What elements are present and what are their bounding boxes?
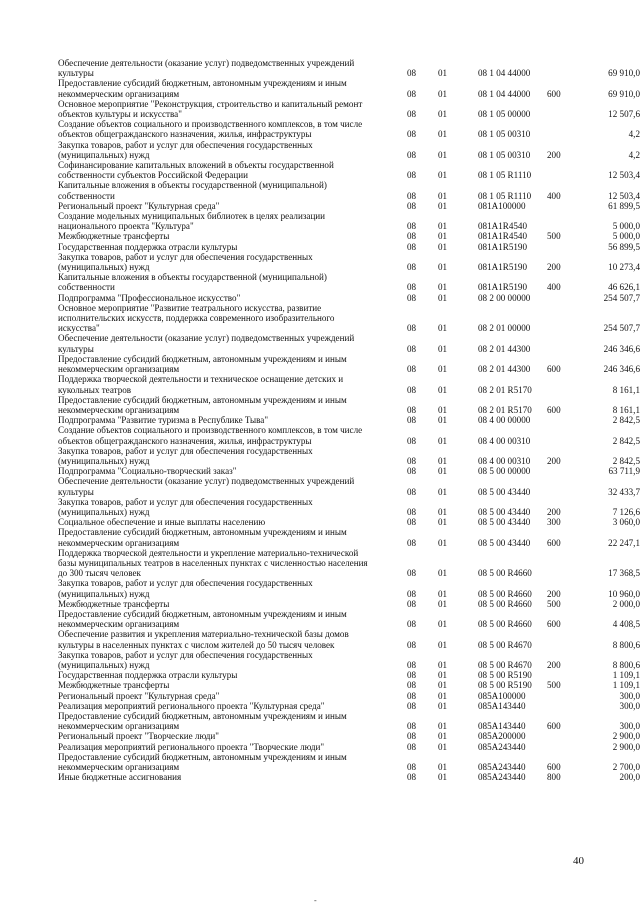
table-row [58, 649, 640, 670]
row-name: Закупка товаров, работ и услуг для обеспечения государственных (муниципальных) нужд [58, 578, 313, 599]
amount-value: 61 899,5 [608, 200, 640, 211]
target-article-code: 08 5 00 43440 [478, 517, 531, 528]
section-code: 08 [407, 149, 417, 160]
target-article-code: 08 2 01 R5170 [478, 384, 532, 395]
footer-mark: - [314, 896, 317, 905]
expense-type-code: 300 [547, 517, 561, 528]
row-name: Предоставление субсидий бюджетным, автономным учреждениям и иным некоммерческим организациям [58, 394, 347, 415]
row-name: Предоставление субсидий бюджетным, автономным учреждениям и иным некоммерческим организациям [58, 711, 347, 732]
subsection-code: 01 [438, 88, 448, 99]
table-row [58, 547, 640, 579]
amount-value: 56 899,5 [608, 241, 640, 252]
table-row [58, 517, 640, 528]
section-code: 08 [407, 231, 417, 242]
target-article-code: 081A1R5190 [478, 262, 528, 273]
section-code: 08 [407, 700, 417, 711]
target-article-code: 08 5 00 R4660 [478, 598, 532, 609]
table-row [58, 527, 640, 548]
table-row [58, 394, 640, 415]
section-code: 08 [407, 200, 417, 211]
amount-value: 10 960,0 [608, 588, 640, 599]
table-row [58, 670, 640, 681]
section-code: 08 [407, 670, 417, 681]
amount-value: 254 507,7 [603, 292, 640, 303]
section-code: 08 [407, 619, 417, 630]
table-row [58, 78, 640, 99]
subsection-code: 01 [438, 149, 448, 160]
section-code: 08 [407, 455, 417, 466]
amount-value: 12 507,6 [608, 109, 640, 120]
table-row [58, 302, 640, 334]
expense-type-code: 800 [547, 772, 561, 783]
target-article-code: 08 1 05 00310 [478, 149, 531, 160]
row-name: Межбюджетные трансферты [58, 598, 170, 609]
section-code: 08 [407, 486, 417, 497]
table-row [58, 700, 640, 711]
row-name: Обеспечение деятельности (оказание услуг) подведомственных учреждений культуры [58, 333, 355, 354]
row-name: Региональный проект "Культурная среда" [58, 200, 220, 211]
subsection-code: 01 [438, 129, 448, 140]
section-code: 08 [407, 690, 417, 701]
amount-value: 4,2 [628, 149, 640, 160]
table-row [58, 751, 640, 773]
subsection-code: 01 [438, 415, 448, 426]
amount-value: 12 503,4 [608, 170, 640, 181]
expense-type-code: 200 [547, 149, 561, 160]
target-article-code: 08 1 04 44000 [478, 88, 531, 99]
amount-value: 2 842,5 [612, 415, 640, 426]
section-code: 08 [407, 404, 417, 415]
amount-value: 4 408,5 [612, 619, 640, 630]
expense-type-code: 200 [547, 506, 561, 517]
table-row [58, 119, 640, 140]
amount-value: 1 109,1 [612, 680, 640, 691]
amount-value: 300,0 [619, 700, 640, 711]
section-code: 08 [407, 282, 417, 293]
section-code: 08 [407, 466, 417, 477]
target-article-code: 08 5 00 43440 [478, 506, 531, 517]
amount-value: 32 433,7 [608, 486, 640, 497]
amount-value: 22 247,1 [608, 537, 640, 548]
row-name: Создание объектов социального и производственного комплексов, в том числе объектов общегражданского назначения, жилья, инфраструктуры [58, 425, 363, 446]
table-row [58, 466, 640, 477]
row-name: Подпрограмма "Социально-творческий заказ" [58, 466, 237, 477]
target-article-code: 08 2 01 44300 [478, 364, 531, 375]
row-name: Закупка товаров, работ и услуг для обеспечения государственных (муниципальных) нужд [58, 496, 313, 517]
subsection-code: 01 [438, 619, 448, 630]
row-name: Основное мероприятие "Реконструкция, строительство и капитальный ремонт объектов культуры и искусства" [58, 98, 363, 120]
subsection-code: 01 [438, 68, 448, 79]
section-code: 08 [407, 129, 417, 140]
row-name: Основное мероприятие "Развитие театрального искусства, развитие исполнительских искусств, поддержка современного изобразительного искусства" [58, 302, 335, 334]
table-row [58, 180, 640, 201]
table-row [58, 272, 640, 293]
section-code: 08 [407, 639, 417, 650]
amount-value: 246 346,6 [603, 364, 640, 375]
subsection-code: 01 [438, 109, 448, 120]
row-name: Предоставление субсидий бюджетным, автономным учреждениям и иным некоммерческим организациям [58, 608, 347, 630]
row-name: Подпрограмма "Профессиональное искусство" [58, 292, 241, 303]
amount-value: 8 800,6 [612, 639, 640, 650]
amount-value: 246 346,6 [603, 343, 640, 354]
subsection-code: 01 [438, 466, 448, 477]
row-name: Предоставление субсидий бюджетным, автономным учреждениям и иным некоммерческим организациям [58, 78, 347, 99]
section-code: 08 [407, 88, 417, 99]
amount-value: 4,2 [628, 129, 640, 140]
amount-value: 2 700,0 [612, 762, 640, 773]
amount-value: 5 000,0 [612, 221, 640, 232]
amount-value: 2 900,0 [612, 741, 640, 752]
amount-value: 254 507,7 [603, 323, 640, 334]
subsection-code: 01 [438, 170, 448, 181]
row-name: Предоставление субсидий бюджетным, автономным учреждениям и иным некоммерческим организациям [58, 751, 347, 773]
subsection-code: 01 [438, 200, 448, 211]
target-article-code: 08 4 00 00310 [478, 435, 531, 446]
expense-type-code: 400 [547, 190, 561, 201]
section-code: 08 [407, 772, 417, 783]
target-article-code: 081A1R5190 [478, 241, 528, 252]
section-code: 08 [407, 190, 417, 201]
target-article-code: 085A143440 [478, 700, 526, 711]
row-name: Предоставление субсидий бюджетным, автономным учреждениям и иным некоммерческим организациям [58, 527, 347, 548]
target-article-code: 08 1 05 R1110 [478, 190, 532, 201]
amount-value: 69 910,0 [608, 88, 640, 99]
row-name: Закупка товаров, работ и услуг для обеспечения государственных (муниципальных) нужд [58, 445, 313, 466]
section-code: 08 [407, 741, 417, 752]
expense-type-code: 500 [547, 680, 561, 691]
row-name: Создание модельных муниципальных библиотек в целях реализации национального проекта "Культура" [58, 211, 326, 232]
row-name: Межбюджетные трансферты [58, 680, 170, 691]
table-row [58, 333, 640, 354]
subsection-code: 01 [438, 343, 448, 354]
target-article-code: 08 5 00 00000 [478, 466, 531, 477]
expense-type-code: 600 [547, 364, 561, 375]
section-code: 08 [407, 415, 417, 426]
row-name: Закупка товаров, работ и услуг для обеспечения государственных (муниципальных) нужд [58, 649, 313, 670]
target-article-code: 08 5 00 R4660 [478, 588, 532, 599]
amount-value: 300,0 [619, 721, 640, 732]
section-code: 08 [407, 659, 417, 670]
target-article-code: 08 1 04 44000 [478, 68, 531, 79]
table-row [58, 139, 640, 160]
subsection-code: 01 [438, 731, 448, 742]
section-code: 08 [407, 506, 417, 517]
target-article-code: 085A143440 [478, 721, 526, 732]
table-row [58, 690, 640, 701]
budget-table [58, 58, 640, 783]
expense-type-code: 200 [547, 588, 561, 599]
table-row [58, 711, 640, 732]
row-name: Региональный проект "Культурная среда" [58, 690, 220, 701]
table-row [58, 445, 640, 466]
target-article-code: 085A100000 [478, 690, 526, 701]
target-article-code: 08 2 00 00000 [478, 292, 531, 303]
target-article-code: 085A243440 [478, 772, 526, 783]
table-row [58, 598, 640, 609]
section-code: 08 [407, 588, 417, 599]
table-row [58, 231, 640, 242]
subsection-code: 01 [438, 772, 448, 783]
table-row [58, 241, 640, 252]
row-name: Поддержка творческой деятельности и техническое оснащение детских и кукольных театров [58, 374, 344, 395]
row-name: Софинансирование капитальных вложений в объекты государственной собственности субъектов Российской Федерации [58, 160, 334, 181]
subsection-code: 01 [438, 435, 448, 446]
target-article-code: 08 2 01 00000 [478, 323, 531, 334]
row-name: Реализация мероприятий регионального проекта "Творческие люди" [58, 741, 325, 752]
amount-value: 8 800,6 [612, 659, 640, 670]
section-code: 08 [407, 598, 417, 609]
section-code: 08 [407, 435, 417, 446]
section-code: 08 [407, 384, 417, 395]
subsection-code: 01 [438, 292, 448, 303]
target-article-code: 085A200000 [478, 731, 526, 742]
table-row [58, 292, 640, 303]
amount-value: 8 161,1 [612, 384, 640, 395]
subsection-code: 01 [438, 282, 448, 293]
table-row [58, 476, 640, 497]
expense-type-code: 500 [547, 598, 561, 609]
subsection-code: 01 [438, 262, 448, 273]
row-name: Обеспечение деятельности (оказание услуг) подведомственных учреждений культуры [58, 58, 355, 79]
amount-value: 2 000,0 [612, 598, 640, 609]
subsection-code: 01 [438, 598, 448, 609]
amount-value: 63 711,9 [608, 466, 640, 477]
section-code: 08 [407, 109, 417, 120]
section-code: 08 [407, 292, 417, 303]
subsection-code: 01 [438, 568, 448, 579]
subsection-code: 01 [438, 384, 448, 395]
expense-type-code: 200 [547, 659, 561, 670]
row-name: Капитальные вложения в объекты государственной (муниципальной) собственности [58, 272, 327, 293]
section-code: 08 [407, 680, 417, 691]
subsection-code: 01 [438, 700, 448, 711]
row-name: Обеспечение деятельности (оказание услуг) подведомственных учреждений культуры [58, 476, 355, 497]
subsection-code: 01 [438, 404, 448, 415]
target-article-code: 08 1 05 00310 [478, 129, 531, 140]
amount-value: 300,0 [619, 690, 640, 701]
target-article-code: 08 5 00 R4660 [478, 568, 532, 579]
subsection-code: 01 [438, 190, 448, 201]
row-name: Реализация мероприятий регионального проекта "Культурная среда" [58, 700, 325, 711]
amount-value: 3 060,0 [612, 517, 640, 528]
section-code: 08 [407, 323, 417, 334]
amount-value: 10 273,4 [608, 262, 640, 273]
table-row [58, 608, 640, 630]
target-article-code: 081A1R4540 [478, 221, 528, 232]
section-code: 08 [407, 364, 417, 375]
expense-type-code: 400 [547, 282, 561, 293]
amount-value: 2 842,5 [612, 435, 640, 446]
row-name: Создание объектов социального и производственного комплексов, в том числе объектов общегражданского назначения, жилья, инфраструктуры [58, 119, 363, 140]
subsection-code: 01 [438, 506, 448, 517]
subsection-code: 01 [438, 455, 448, 466]
row-name: Предоставление субсидий бюджетным, автономным учреждениям и иным некоммерческим организациям [58, 353, 347, 375]
section-code: 08 [407, 731, 417, 742]
row-name: Обеспечение развития и укрепления материально-технической базы домов культуры в населенных пунктах с числом жителей до 50 тысяч человек [58, 629, 349, 650]
table-row [58, 374, 640, 395]
subsection-code: 01 [438, 639, 448, 650]
section-code: 08 [407, 170, 417, 181]
subsection-code: 01 [438, 721, 448, 732]
amount-value: 200,0 [619, 772, 640, 783]
expense-type-code: 600 [547, 762, 561, 773]
target-article-code: 08 5 00 R4660 [478, 619, 532, 630]
amount-value: 17 368,5 [608, 568, 640, 579]
section-code: 08 [407, 517, 417, 528]
section-code: 08 [407, 762, 417, 773]
subsection-code: 01 [438, 741, 448, 752]
table-row [58, 353, 640, 375]
table-row [58, 731, 640, 742]
row-name: Капитальные вложения в объекты государственной (муниципальной) собственности [58, 180, 327, 201]
subsection-code: 01 [438, 680, 448, 691]
target-article-code: 08 5 00 43440 [478, 537, 531, 548]
section-code: 08 [407, 568, 417, 579]
table-row [58, 772, 640, 783]
row-name: Закупка товаров, работ и услуг для обеспечения государственных (муниципальных) нужд [58, 139, 313, 160]
expense-type-code: 600 [547, 721, 561, 732]
row-name: Региональный проект "Творческие люди" [58, 731, 220, 742]
table-row [58, 200, 640, 211]
expense-type-code: 200 [547, 262, 561, 273]
amount-value: 8 161,1 [612, 404, 640, 415]
subsection-code: 01 [438, 486, 448, 497]
table-row [58, 496, 640, 517]
subsection-code: 01 [438, 364, 448, 375]
table-row [58, 425, 640, 446]
target-article-code: 08 2 01 R5170 [478, 404, 532, 415]
target-article-code: 08 2 01 44300 [478, 343, 531, 354]
target-article-code: 081A1R5190 [478, 282, 528, 293]
table-row [58, 160, 640, 181]
section-code: 08 [407, 537, 417, 548]
target-article-code: 081A1R4540 [478, 231, 528, 242]
table-row [58, 251, 640, 273]
subsection-code: 01 [438, 323, 448, 334]
expense-type-code: 600 [547, 88, 561, 99]
target-article-code: 08 5 00 R5190 [478, 680, 532, 691]
target-article-code: 08 4 00 00310 [478, 455, 531, 466]
section-code: 08 [407, 68, 417, 79]
target-article-code: 08 5 00 43440 [478, 486, 531, 497]
expense-type-code: 600 [547, 404, 561, 415]
target-article-code: 085A243440 [478, 741, 526, 752]
row-name: Поддержка творческой деятельности и укрепление материально-технической базы муниципальных театров в населенных пунктах с численностью населения до 300 тысяч человек [58, 547, 368, 579]
subsection-code: 01 [438, 670, 448, 681]
expense-type-code: 500 [547, 231, 561, 242]
amount-value: 69 910,0 [608, 68, 640, 79]
expense-type-code: 600 [547, 537, 561, 548]
amount-value: 5 000,0 [612, 231, 640, 242]
subsection-code: 01 [438, 659, 448, 670]
table-row [58, 211, 640, 232]
section-code: 08 [407, 721, 417, 732]
table-row [58, 578, 640, 599]
amount-value: 2 842,5 [612, 455, 640, 466]
section-code: 08 [407, 221, 417, 232]
target-article-code: 08 4 00 00000 [478, 415, 531, 426]
amount-value: 1 109,1 [612, 670, 640, 681]
subsection-code: 01 [438, 588, 448, 599]
target-article-code: 08 1 05 00000 [478, 109, 531, 120]
row-name: Закупка товаров, работ и услуг для обеспечения государственных (муниципальных) нужд [58, 251, 313, 273]
subsection-code: 01 [438, 221, 448, 232]
table-row [58, 98, 640, 120]
target-article-code: 085A243440 [478, 762, 526, 773]
section-code: 08 [407, 262, 417, 273]
page-number: 40 [573, 855, 584, 867]
row-name: Социальное обеспечение и иные выплаты населению [58, 517, 266, 528]
expense-type-code: 600 [547, 619, 561, 630]
expense-type-code: 200 [547, 455, 561, 466]
row-name: Государственная поддержка отрасли культуры [58, 670, 238, 681]
table-row [58, 741, 640, 752]
amount-value: 46 626,1 [608, 282, 640, 293]
row-name: Подпрограмма "Развитие туризма в Республике Тыва" [58, 415, 269, 426]
table-row [58, 415, 640, 426]
target-article-code: 08 1 05 R1110 [478, 170, 532, 181]
subsection-code: 01 [438, 762, 448, 773]
subsection-code: 01 [438, 537, 448, 548]
row-name: Межбюджетные трансферты [58, 231, 170, 242]
target-article-code: 08 5 00 R5190 [478, 670, 532, 681]
table-row [58, 629, 640, 650]
amount-value: 7 126,6 [612, 506, 640, 517]
section-code: 08 [407, 241, 417, 252]
subsection-code: 01 [438, 241, 448, 252]
subsection-code: 01 [438, 231, 448, 242]
subsection-code: 01 [438, 690, 448, 701]
subsection-code: 01 [438, 517, 448, 528]
table-row [58, 58, 640, 79]
table-row [58, 680, 640, 691]
row-name: Иные бюджетные ассигнования [58, 772, 182, 783]
target-article-code: 08 5 00 R4670 [478, 659, 532, 670]
amount-value: 2 900,0 [612, 731, 640, 742]
row-name: Государственная поддержка отрасли культуры [58, 241, 238, 252]
target-article-code: 081A100000 [478, 200, 526, 211]
target-article-code: 08 5 00 R4670 [478, 639, 532, 650]
section-code: 08 [407, 343, 417, 354]
amount-value: 12 503,4 [608, 190, 640, 201]
